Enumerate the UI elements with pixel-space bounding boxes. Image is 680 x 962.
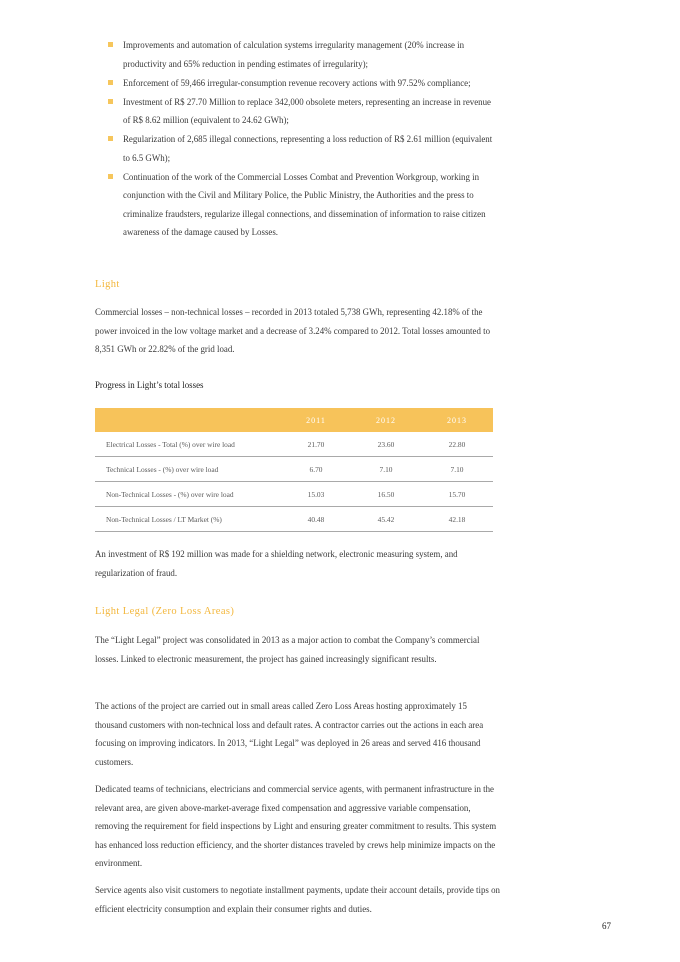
bullet-item xyxy=(108,130,498,167)
page-number: 67 xyxy=(602,921,611,931)
light-legal-paragraph: The “Light Legal” project was consolidated in 2013 as a major action to combat the Company’s commercial losses. Linked to electronic measurement, the project has gained increasingly significant results. xyxy=(95,635,480,664)
bullet-item xyxy=(108,168,498,242)
table-row xyxy=(95,482,493,507)
row-label: Electrical Losses - Total (%) over wire load xyxy=(95,432,281,457)
table-cell: 42.18 xyxy=(421,507,493,532)
square-bullet-icon xyxy=(108,99,113,104)
table-cell: 22.80 xyxy=(421,432,493,457)
row-label: Non-Technical Losses - (%) over wire load xyxy=(95,482,281,507)
investment-paragraph: An investment of R$ 192 million was made for a shielding network, electronic measuring system, and regularization of fraud. xyxy=(95,549,458,578)
table-cell: 45.42 xyxy=(351,507,421,532)
table-cell: 7.10 xyxy=(421,457,493,482)
square-bullet-icon xyxy=(108,80,113,85)
bullet-text: Continuation of the work of the Commercial Losses Combat and Prevention Workgroup, working in conjunction with the Civil and Military Police, the Public Ministry, the Authorities and the press to criminalize fraudsters, regularize illegal connections, and dissemination of information to raise citizen awareness of the damage caused by Losses. xyxy=(123,171,486,237)
table-header-cell: 2011 xyxy=(281,408,351,432)
table-row xyxy=(95,507,493,532)
row-label: Non-Technical Losses / LT Market (%) xyxy=(95,507,281,532)
bullet-item xyxy=(108,36,498,73)
table-row xyxy=(95,432,493,457)
bullet-item xyxy=(108,74,498,93)
light-legal-paragraph: The actions of the project are carried out in small areas called Zero Loss Areas hosting approximately 15 thousand customers with non-technical loss and default rates. A contractor carries out the actions in each area focusing on improving indicators. In 2013, “Light Legal” was deployed in 26 areas and served 416 thousand customers. xyxy=(95,701,484,767)
table-cell: 15.03 xyxy=(281,482,351,507)
table-cell: 7.10 xyxy=(351,457,421,482)
table-caption: Progress in Light’s total losses xyxy=(95,380,204,390)
bullet-list xyxy=(108,36,498,242)
square-bullet-icon xyxy=(108,42,113,47)
table-header-row xyxy=(95,408,493,432)
section-heading-light-legal: Light Legal (Zero Loss Areas) xyxy=(95,606,235,617)
bullet-text: Investment of R$ 27.70 Million to replace 342,000 obsolete meters, representing an increase in revenue of R$ 8.62 million (equivalent to 24.62 GWh); xyxy=(123,96,491,125)
bullet-item xyxy=(108,93,498,130)
losses-table xyxy=(95,408,493,532)
table-header-cell: 2012 xyxy=(351,408,421,432)
square-bullet-icon xyxy=(108,136,113,141)
section-heading-light: Light xyxy=(95,279,120,290)
square-bullet-icon xyxy=(108,174,113,179)
table-cell: 23.60 xyxy=(351,432,421,457)
bullet-text: Regularization of 2,685 illegal connections, representing a loss reduction of R$ 2.61 million (equivalent to 6.5 GWh); xyxy=(123,134,493,163)
table-cell: 16.50 xyxy=(351,482,421,507)
table-cell: 6.70 xyxy=(281,457,351,482)
table-cell: 40.48 xyxy=(281,507,351,532)
table-header-cell xyxy=(95,408,281,432)
bullet-text: Enforcement of 59,466 irregular-consumption revenue recovery actions with 97.52% compliance; xyxy=(123,77,471,88)
light-legal-paragraph: Dedicated teams of technicians, electricians and commercial service agents, with permanent infrastructure in the relevant area, are given above-market-average fixed compensation and aggressive variable compensation, removing the requirement for field inspections by Light and ensuring greater commitment to results. This system has enhanced loss reduction efficiency, and the shorter distances traveled by crews help minimize impacts on the environment. xyxy=(95,784,497,869)
light-paragraph: Commercial losses – non-technical losses – recorded in 2013 totaled 5,738 GWh, representing 42.18% of the power invoiced in the low voltage market and a decrease of 3.24% compared to 2012. Total losses amounted to 8,351 GWh or 22.82% of the grid load. xyxy=(95,307,491,355)
table-row xyxy=(95,457,493,482)
table-cell: 21.70 xyxy=(281,432,351,457)
table-header-cell: 2013 xyxy=(421,408,493,432)
bullet-text: Improvements and automation of calculation systems irregularity management (20% increase in productivity and 65% reduction in pending estimates of irregularity); xyxy=(123,40,465,69)
row-label: Technical Losses - (%) over wire load xyxy=(95,457,281,482)
light-legal-paragraph: Service agents also visit customers to negotiate installment payments, update their account details, provide tips on efficient electricity consumption and explain their consumer rights and duties. xyxy=(95,885,500,914)
table-cell: 15.70 xyxy=(421,482,493,507)
